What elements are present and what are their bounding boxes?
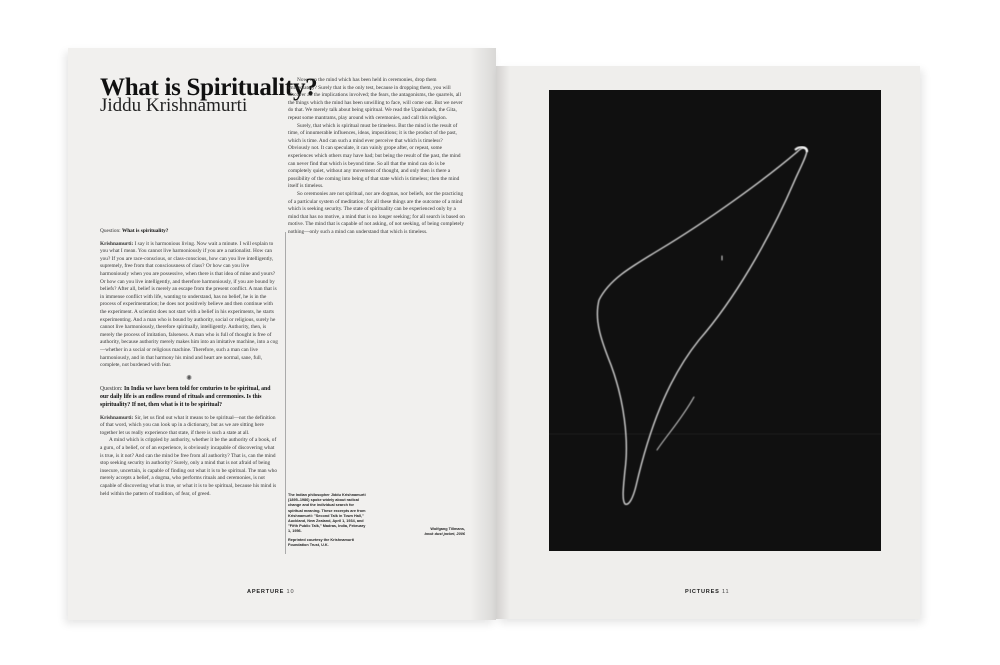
answer-2 bbox=[100, 415, 278, 438]
photograph bbox=[549, 90, 881, 551]
text-column-left bbox=[100, 228, 278, 498]
page-number: 11 bbox=[722, 589, 730, 595]
caption-bio: The Indian philosopher Jiddu Krishnamurti (1895–1986) spoke widely about radical change and the individual search for spiritual meaning. These excerpts are from Krishnamurti: "Second Talk in Town Hall," Auckland, New Zealand, April 1, 1934, and "Fifth Public Talk," Madras, India, February 1, 1956. bbox=[288, 493, 366, 534]
column-divider bbox=[285, 232, 286, 554]
speaker-label: Krishnamurti: bbox=[100, 414, 134, 421]
gutter-shadow bbox=[470, 48, 496, 620]
photograph-artwork bbox=[549, 90, 881, 551]
body-paragraph: So ceremonies are not spiritual, nor are dogmas, nor beliefs, nor the practicing of a particular system of meditation; for all these things are the outcome of a mind which is seeking security. The state of spirituality can be experienced only by a mind that has no motive, a mind that is no longer seeking; for all search is based on motive. The mind that is capable of not asking, of not seeking, of being completely nothing—only such a mind can understand that which is timeless. bbox=[288, 190, 465, 235]
body-paragraph: Surely, that which is spiritual must be timeless. But the mind is the result of time, of innumerable influences, ideas, impositions; it is the product of the past, which is time. And can such a mind ever perceive that which is timeless? Obviously not. It can speculate, it can vainly grope after, or repeat, some experiences which others may have had; but being the result of the past, the mind can never find that which is beyond time. So all that the mind can do is be completely quiet, without any movement of thought, and only then is there a possibility of the coming into being of that state which is timeless; then the mind itself is timeless. bbox=[288, 122, 461, 190]
question-text: What is spirituality? bbox=[121, 228, 169, 234]
photo-credit bbox=[392, 527, 465, 537]
folio-left bbox=[247, 589, 294, 595]
article-title: What is Spirituality? bbox=[100, 74, 318, 101]
answer-1 bbox=[100, 241, 278, 370]
question-label: Question: bbox=[100, 228, 122, 234]
credit-artist: Wolfgang Tillmans, bbox=[430, 527, 465, 531]
article-author: Jiddu Krishnamurti bbox=[100, 95, 248, 116]
question-1 bbox=[100, 228, 278, 236]
gutter-shadow-right bbox=[496, 66, 510, 619]
answer-text: Sir, let us find out what it means to be spiritual—not the definition of that word, which you can look up in a dictionary, but as we are sitting here together let us really experience that state, if there is such a state at all. bbox=[100, 414, 276, 436]
page-number: 10 bbox=[286, 589, 295, 595]
answer-text: I say it is harmonious living. Now wait a minute. I will explain to you what I mean. You cannot live harmoniously if you are a nationalist. How can you? If you are race-conscious, or class-conscious, how can you live intelligently, supremely, free from that consciousness of class? Or how can you live harmoniously when you are possessive, when there is that idea of mine and yours? Or how can you live intelligently, and therefore harmoniously, if you are bound by beliefs? After all, belief is merely an escape from the present conflict. A man that is in immense conflict with life, wanting to understand, has no belief, he is in the process of experimentation; he does not positively believe and then continue with the experiment. A scientist does not start with a belief in his experiments, he starts experimenting. And a man who is bound by authority, social or religious, surely he cannot live harmoniously, therefore spiritually, intelligently. Authority, then, is merely the process of imitation, falseness. A man who is full of thought is free of authority, because authority merely makes him into an imitative machine, into a cog—whether in a social or religious machine. Therefore, such a man can live harmoniously, and in that harmony his mind and heart are normal, sane, full, complete, not burdened with fear. bbox=[100, 240, 278, 369]
folio-right bbox=[685, 589, 729, 595]
speaker-label: Krishnamurti: bbox=[100, 240, 134, 247]
answer-2-paragraph: A mind which is crippled by authority, whether it be the authority of a book, of a guru, of a belief, or of an experience, is obviously incapable of discovering what is true, is it not? And can the mind be free from all authority? That is, can the mind stop seeking security in authority? Surely, only a mind that is not afraid of being insecure, uncertain, is capable of finding out what it is to be spiritual. The man who merely accepts a belief, a dogma, who performs rituals and ceremonies, is not capable of discovering what is true, or what it is to be spiritual, because his mind is held within the pattern of tradition, of fear, of greed. bbox=[100, 437, 278, 497]
question-label: Question: bbox=[100, 386, 124, 393]
question-2 bbox=[100, 386, 278, 409]
folio-name: PICTURES bbox=[685, 589, 720, 595]
question-text: In India we have been told for centuries to be spiritual, and our daily life is an endless round of rituals and ceremonies. Is this spirituality? If not, then what is it to be spiritual? bbox=[100, 386, 271, 408]
folio-name: APERTURE bbox=[247, 589, 285, 595]
caption bbox=[288, 493, 366, 551]
credit-work: book dust jacket, 2006 bbox=[424, 532, 465, 537]
text-column-right bbox=[288, 77, 466, 236]
section-separator-icon: ✺ bbox=[186, 373, 192, 382]
body-paragraph: Now, can the mind which has been held in ceremonies, drop them immediately? Surely that is the only test, because in dropping them, you will discover all the implications involved; the fears, the antagonisms, the quarrels, all the things which the mind has been unwilling to face, will come out. But we never do that. We merely talk about being spiritual. We read the Upanishads, the Gita, repeat some mantrams, play around with ceremonies, and call this religion. bbox=[288, 77, 463, 121]
caption-reprint: Reprinted courtesy the Krishnamurti Foundation Trust, U.K. bbox=[288, 537, 355, 547]
